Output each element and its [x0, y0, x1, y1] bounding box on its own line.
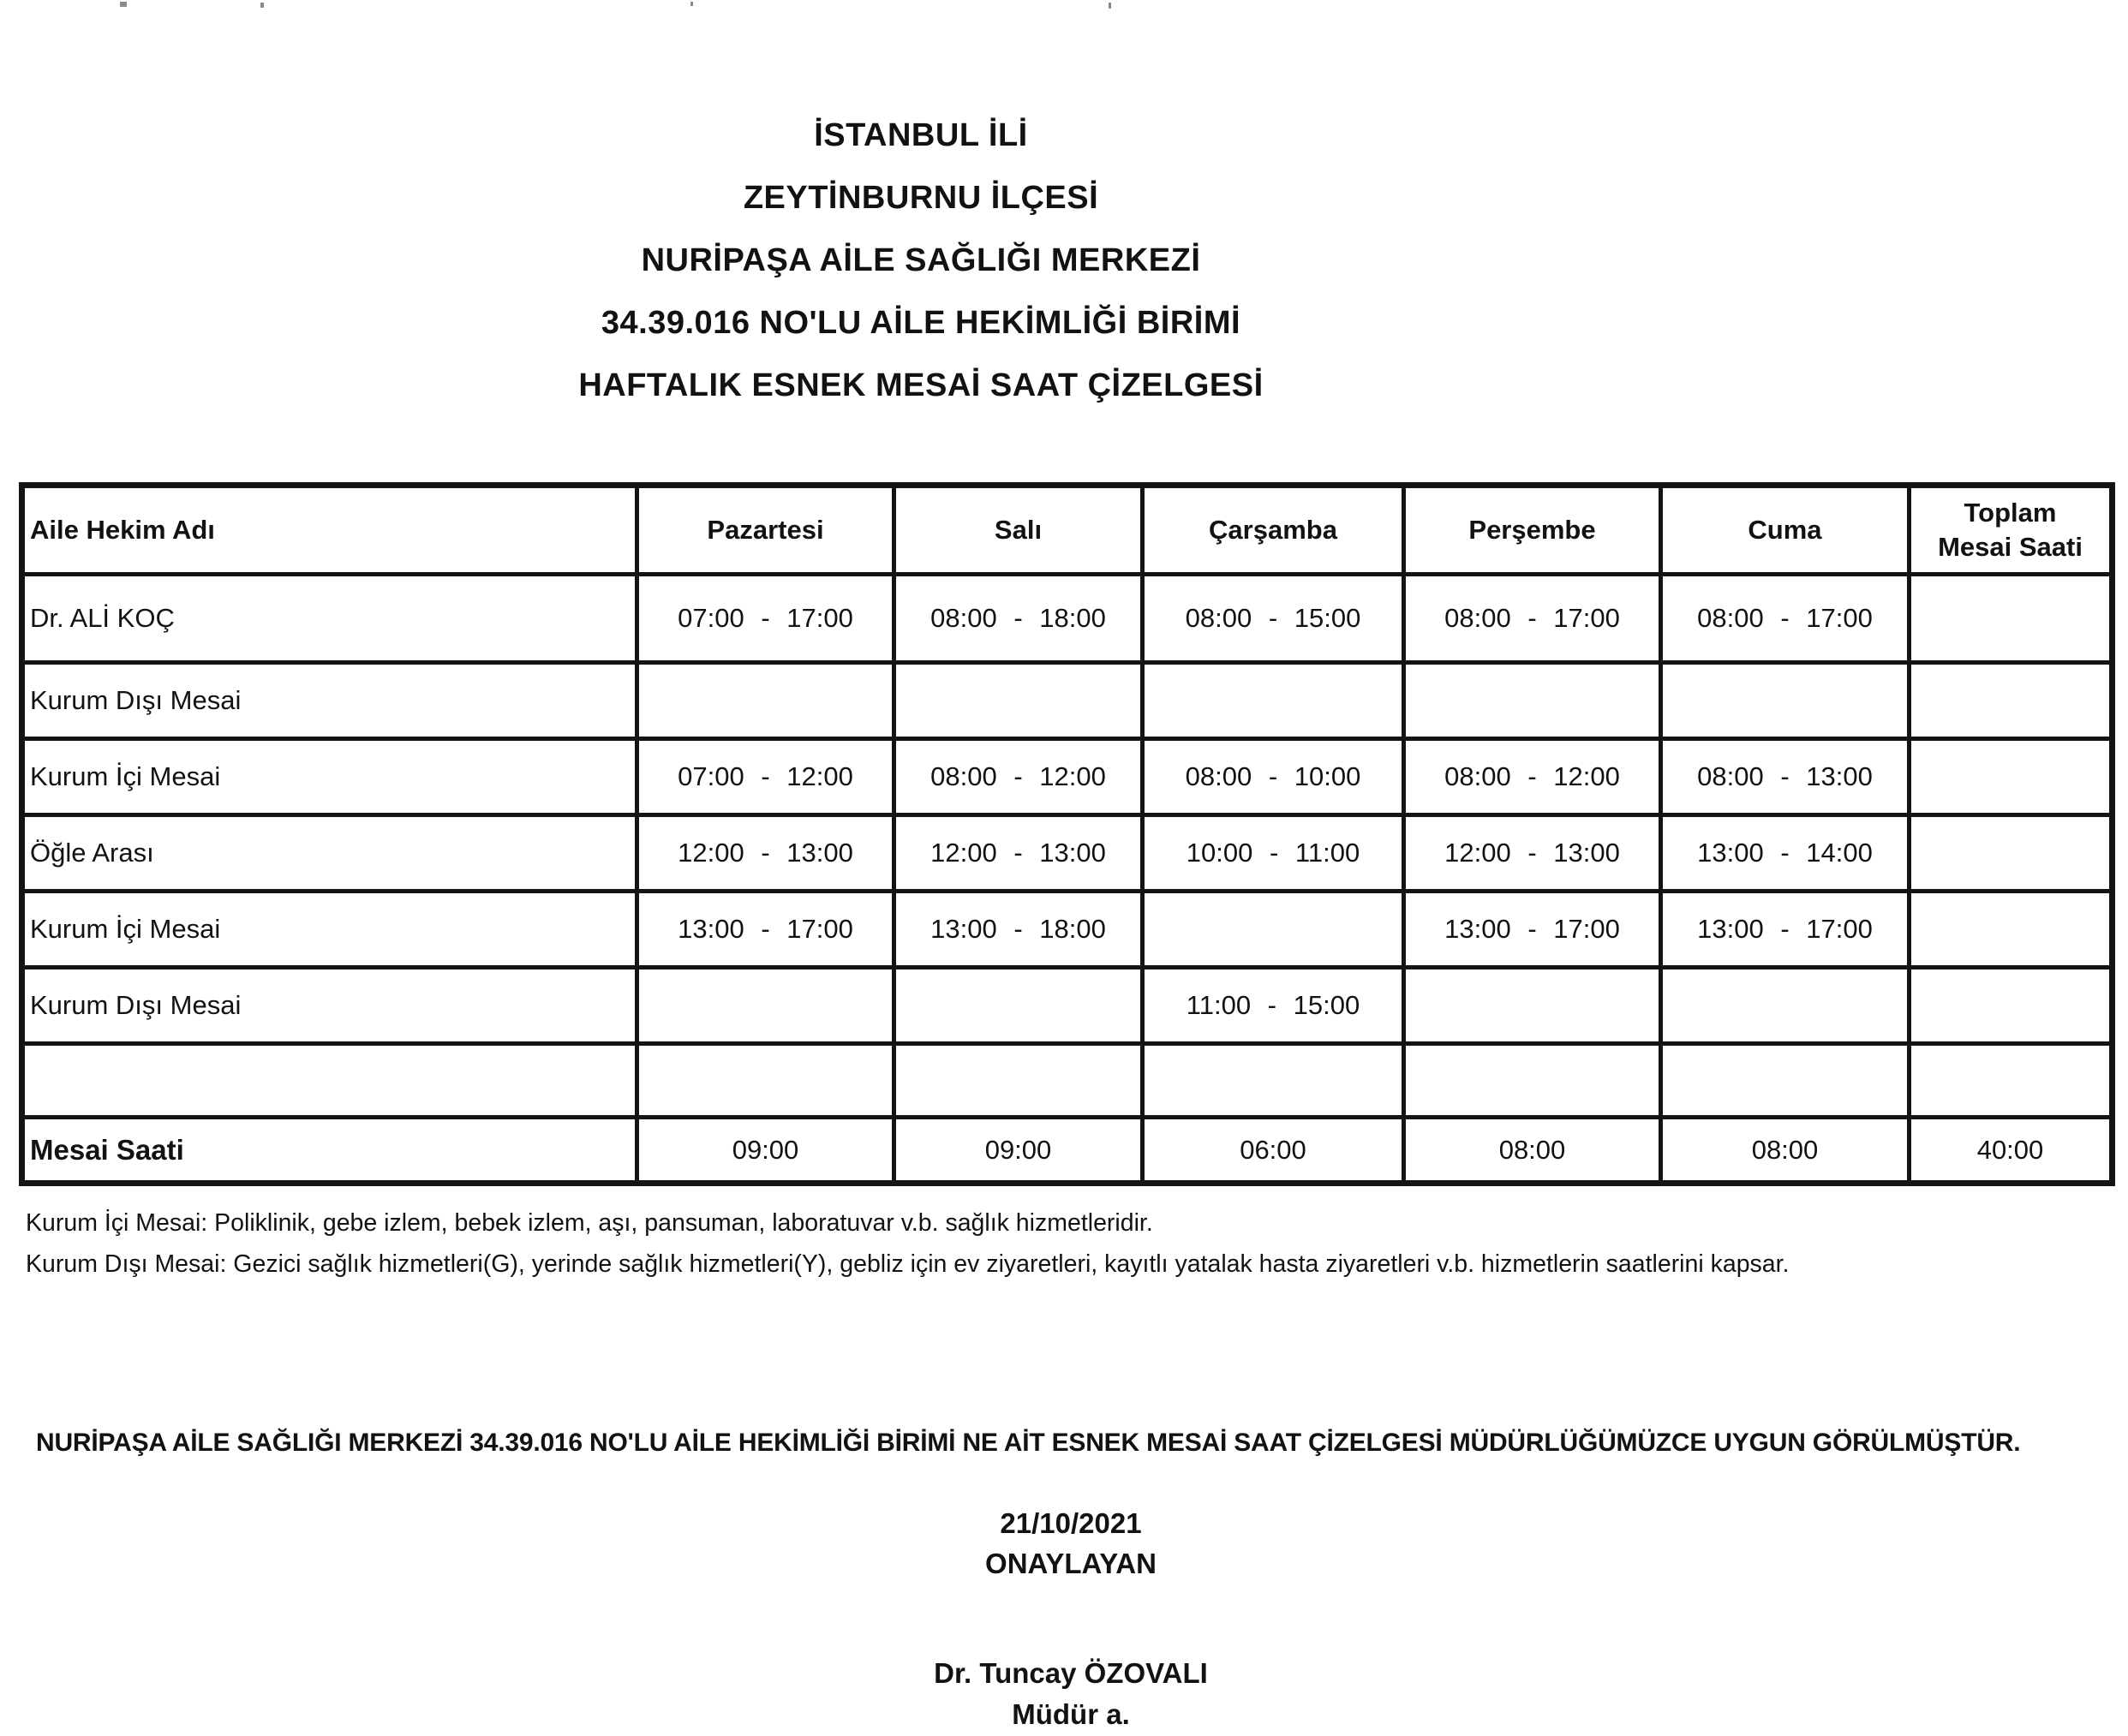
schedule-cell: [1661, 663, 1910, 739]
scan-artifact: [260, 3, 264, 8]
total-cell: [1910, 575, 2113, 663]
row-label: [22, 1044, 637, 1118]
schedule-cell: 08:00 - 17:00: [1661, 575, 1910, 663]
schedule-cell: 08:00 - 13:00: [1661, 739, 1910, 815]
scan-artifact: [120, 2, 127, 7]
title-line-district: ZEYTİNBURNU İLÇESİ: [743, 180, 1099, 216]
column-header-friday: Cuma: [1661, 486, 1910, 575]
daily-total-cell: 09:00: [894, 1118, 1143, 1184]
column-header-monday: Pazartesi: [637, 486, 894, 575]
schedule-cell: [1143, 892, 1404, 968]
schedule-cell: 10:00 - 11:00: [1143, 815, 1404, 892]
schedule-cell: [1404, 663, 1661, 739]
column-header-name: Aile Hekim Adı: [22, 486, 637, 575]
schedule-cell: 07:00 - 12:00: [637, 739, 894, 815]
row-label: Kurum İçi Mesai: [22, 739, 637, 815]
signer-title: Müdür a.: [1012, 1698, 1130, 1730]
schedule-cell: 08:00 - 18:00: [894, 575, 1143, 663]
footnote-out-of-office: Kurum Dışı Mesai: Gezici sağlık hizmetleri(G), yerinde sağlık hizmetleri(Y), gebliz için ev ziyaretleri, kayıtlı yatalak hasta ziyaretleri v.b. hizmetlerin saatlerini kapsar.: [26, 1250, 1790, 1278]
schedule-cell: [1404, 1044, 1661, 1118]
approval-date-block: [0, 1503, 2128, 1584]
schedule-cell: 13:00 - 17:00: [1661, 892, 1910, 968]
schedule-cell: 08:00 - 15:00: [1143, 575, 1404, 663]
daily-total-cell: 09:00: [637, 1118, 894, 1184]
weekly-schedule-table: [19, 482, 2115, 1186]
title-line-schedule: HAFTALIK ESNEK MESAİ SAAT ÇİZELGESİ: [578, 367, 1264, 403]
schedule-cell: [1143, 663, 1404, 739]
footnotes: [26, 1202, 2099, 1285]
scan-artifact: [690, 2, 693, 6]
title-line-center: NURİPAŞA AİLE SAĞLIĞI MERKEZİ: [641, 242, 1201, 278]
total-cell: [1910, 815, 2113, 892]
approval-statement: NURİPAŞA AİLE SAĞLIĞI MERKEZİ 34.39.016 NO'LU AİLE HEKİMLİĞİ BİRİMİ NE AİT ESNEK MESAİ SAAT ÇİZELGESİ MÜDÜRLÜĞÜMÜZCE UYGUN GÖRÜLMÜŞTÜR.: [36, 1429, 2021, 1457]
table-row-out-of-office-2: [22, 968, 2113, 1044]
schedule-cell: 12:00 - 13:00: [894, 815, 1143, 892]
total-cell: [1910, 968, 2113, 1044]
weekly-total-cell: 40:00: [1910, 1118, 2113, 1184]
schedule-cell: [637, 1044, 894, 1118]
table-header-row: [22, 486, 2113, 575]
total-cell: [1910, 739, 2113, 815]
table-row-lunch-break: [22, 815, 2113, 892]
scan-artifact: [1109, 3, 1111, 9]
approver-heading: ONAYLAYAN: [985, 1548, 1157, 1579]
column-header-total-label: Toplam Mesai Saati: [1938, 498, 2083, 562]
schedule-cell: 13:00 - 18:00: [894, 892, 1143, 968]
table-row-daily-totals: [22, 1118, 2113, 1184]
column-header-total: [1910, 486, 2113, 575]
schedule-cell: [1661, 968, 1910, 1044]
title-line-unit: 34.39.016 NO'LU AİLE HEKİMLİĞİ BİRİMİ: [601, 305, 1241, 341]
total-cell: [1910, 663, 2113, 739]
daily-total-label: Mesai Saati: [22, 1118, 637, 1184]
approval-date: 21/10/2021: [1000, 1507, 1142, 1539]
daily-total-cell: 08:00: [1404, 1118, 1661, 1184]
column-header-thursday: Perşembe: [1404, 486, 1661, 575]
schedule-cell: [1404, 968, 1661, 1044]
schedule-cell: [637, 968, 894, 1044]
schedule-cell: 13:00 - 17:00: [637, 892, 894, 968]
schedule-cell: [1661, 1044, 1910, 1118]
table-row-empty: [22, 1044, 2113, 1118]
table-row-out-of-office-1: [22, 663, 2113, 739]
table-row-in-office-2: [22, 892, 2113, 968]
schedule-cell: 13:00 - 17:00: [1404, 892, 1661, 968]
schedule-cell: [637, 663, 894, 739]
schedule-cell: [894, 663, 1143, 739]
daily-total-cell: 08:00: [1661, 1118, 1910, 1184]
total-cell: [1910, 892, 2113, 968]
footnote-in-office: Kurum İçi Mesai: Poliklinik, gebe izlem, bebek izlem, aşı, pansuman, laboratuvar v.b. sağlık hizmetleridir.: [26, 1209, 1153, 1237]
row-label: Dr. ALİ KOÇ: [22, 575, 637, 663]
schedule-cell: 12:00 - 13:00: [1404, 815, 1661, 892]
schedule-cell: 07:00 - 17:00: [637, 575, 894, 663]
table-row-in-office-1: [22, 739, 2113, 815]
column-header-tuesday: Salı: [894, 486, 1143, 575]
schedule-cell: 08:00 - 10:00: [1143, 739, 1404, 815]
total-cell: [1910, 1044, 2113, 1118]
schedule-cell: [894, 1044, 1143, 1118]
schedule-cell: [894, 968, 1143, 1044]
schedule-cell: 11:00 - 15:00: [1143, 968, 1404, 1044]
row-label: Kurum Dışı Mesai: [22, 968, 637, 1044]
daily-total-cell: 06:00: [1143, 1118, 1404, 1184]
row-label: Kurum İçi Mesai: [22, 892, 637, 968]
row-label: Kurum Dışı Mesai: [22, 663, 637, 739]
title-line-province: İSTANBUL İLİ: [814, 117, 1028, 153]
schedule-cell: [1143, 1044, 1404, 1118]
signature-block: [0, 1653, 2128, 1735]
document-title: [0, 104, 1842, 417]
schedule-cell: 08:00 - 12:00: [894, 739, 1143, 815]
column-header-wednesday: Çarşamba: [1143, 486, 1404, 575]
schedule-cell: 08:00 - 12:00: [1404, 739, 1661, 815]
schedule-cell: 12:00 - 13:00: [637, 815, 894, 892]
table-row-doctor: [22, 575, 2113, 663]
signer-name: Dr. Tuncay ÖZOVALI: [934, 1657, 1208, 1689]
row-label: Öğle Arası: [22, 815, 637, 892]
schedule-cell: 08:00 - 17:00: [1404, 575, 1661, 663]
schedule-cell: 13:00 - 14:00: [1661, 815, 1910, 892]
